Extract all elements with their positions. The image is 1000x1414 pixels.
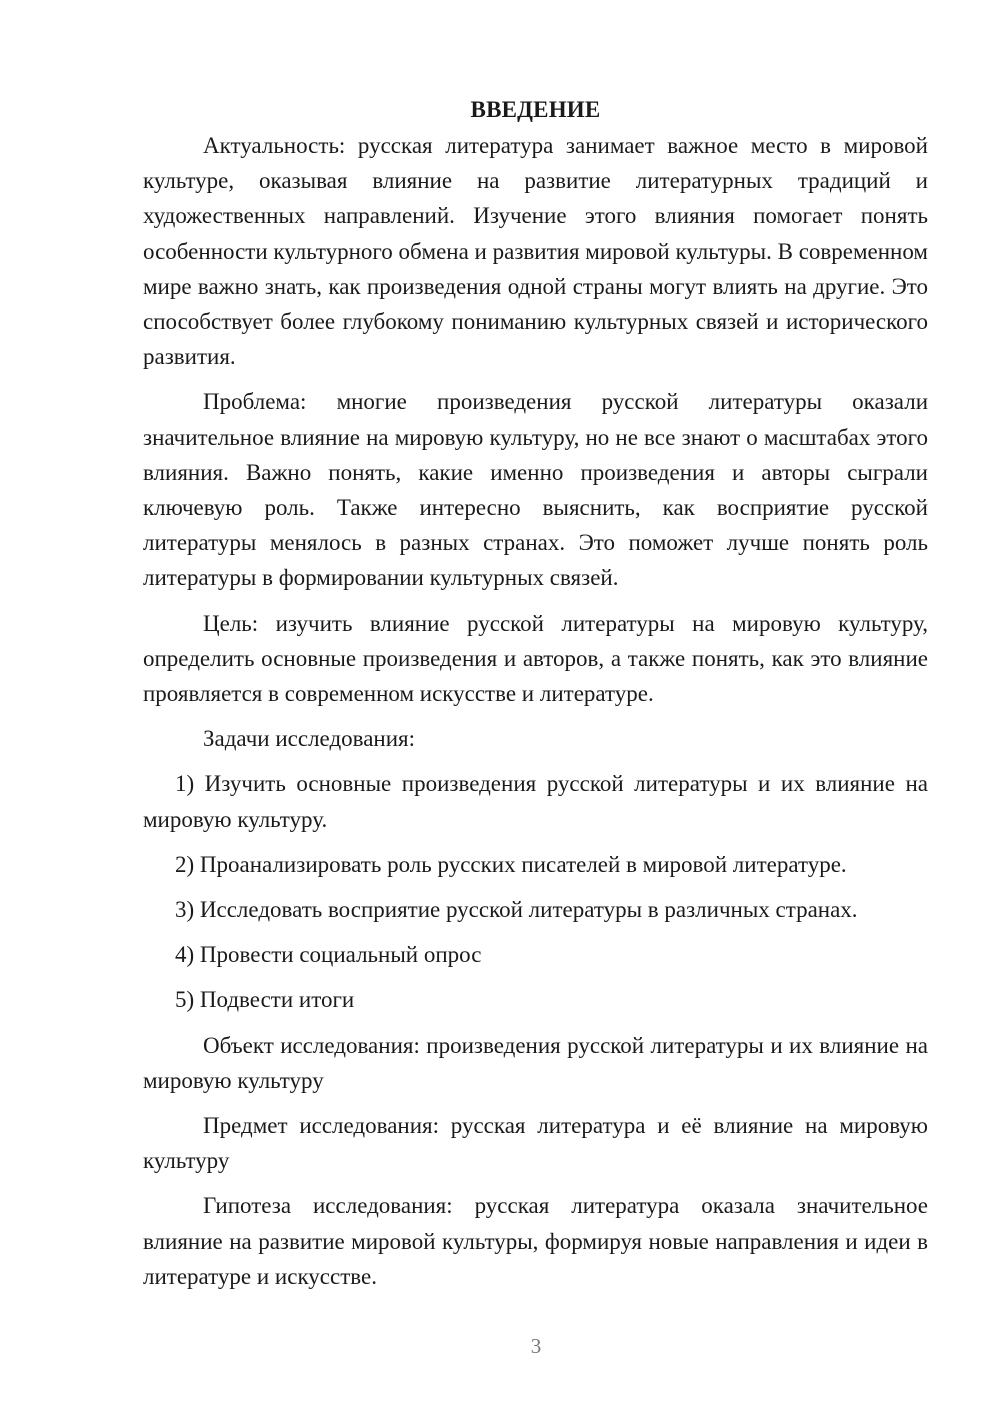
page-content xyxy=(143,92,928,1294)
task-item: 3) Исследовать восприятие русской литературы в различных странах. xyxy=(175,897,858,923)
relevance-paragraph: Актуальность: русская литература занимает важное место в мировой культуре, оказывая влияние на развитие литературных традиций и художественных направлений. Изучение этого влияния помогает понять особенности культурного обмена и развития мировой культуры. В современном мире важно знать, как произведения одной страны могут влиять на другие. Это способствует более глубокому пониманию культурных связей и исторического развития. xyxy=(143,133,928,370)
tasks-heading: Задачи исследования: xyxy=(203,726,416,752)
subject-paragraph: Предмет исследования: русская литература и её влияние на мировую культуру xyxy=(143,1113,928,1174)
problem-paragraph: Проблема: многие произведения русской литературы оказали значительное влияние на мировую культуру, но не все знают о масштабах этого влияния. Важно понять, какие именно произведения и авторы сыграли ключевую роль. Также интересно выяснить, как восприятие русской литературы менялось в разных странах. Это поможет лучше понять роль литературы в формировании культурных связей. xyxy=(143,389,928,591)
page-number: 3 xyxy=(530,1334,542,1358)
goal-paragraph: Цель: изучить влияние русской литературы на мировую культуру, определить основные произведения и авторов, а также понять, как это влияние проявляется в современном искусстве и литературе. xyxy=(143,610,928,707)
task-item: 4) Провести социальный опрос xyxy=(175,942,482,968)
page-title: ВВЕДЕНИЕ xyxy=(470,97,601,122)
tasks-list xyxy=(143,766,928,1017)
task-item: 1) Изучить основные произведения русской литературы и их влияние на мировую культуру. xyxy=(143,771,928,832)
task-item: 2) Проанализировать роль русских писателей в мировой литературе. xyxy=(175,851,847,877)
task-item: 5) Подвести итоги xyxy=(175,987,355,1013)
object-paragraph: Объект исследования: произведения русской литературы и их влияние на мировую культуру xyxy=(143,1032,928,1093)
hypothesis-paragraph: Гипотеза исследования: русская литература оказала значительное влияние на развитие мировой культуры, формируя новые направления и идеи в литературе и искусстве. xyxy=(143,1193,928,1289)
